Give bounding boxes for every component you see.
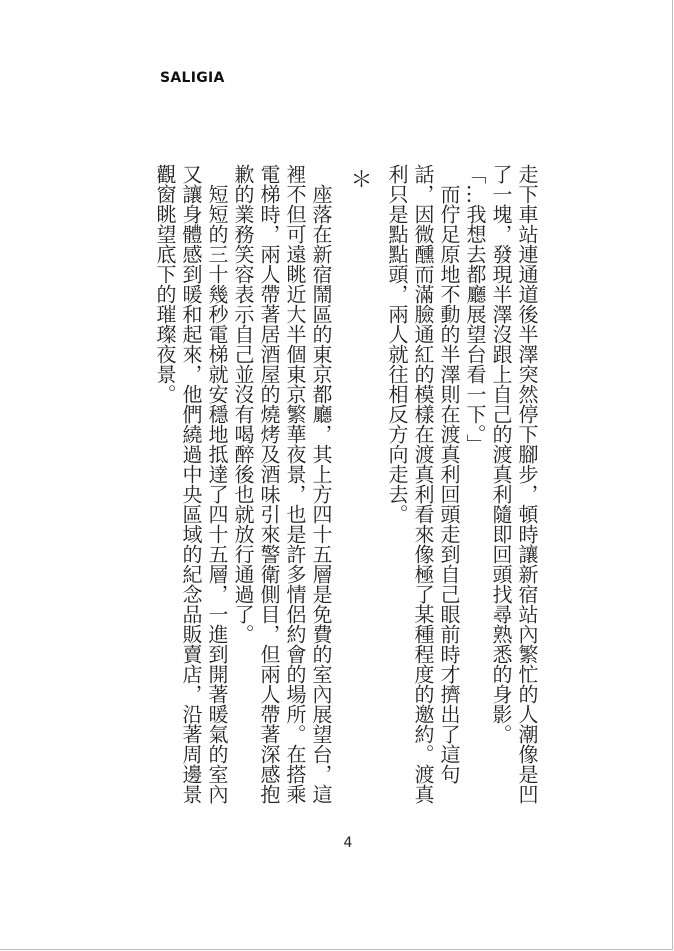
paragraph-2: 「…我想去都廳展望台看一下。」 [463, 164, 487, 454]
page-number: 4 [343, 835, 353, 851]
vertical-text-body [152, 164, 540, 814]
paragraph-5: 短短的三十幾秒電梯就安穩地抵達了四十五層，一進到開著暖氣的室內又讓身體感到暖和起來，他們繞過中央區域的紀念品販賣店，沿著周邊景觀窗眺望底下的璀璨夜景。 [153, 164, 229, 804]
running-title: SALIGIA [160, 70, 225, 86]
paragraph-3: 而佇足原地不動的半澤則在渡真利回頭走到自己眼前時才擠出了這句話，因微醺而滿臉通紅的模樣在渡真利看來像極了某種程度的邀約。渡真利只是點點頭，兩人就往相反方向走去。 [385, 164, 461, 804]
paragraph-1: 走下車站連通道後半澤突然停下腳步，頓時讓新宿站內繁忙的人潮像是凹了一塊，發現半澤沒跟上自己的渡真利隨即回頭找尋熟悉的身影。 [489, 164, 539, 804]
section-separator: ＊ [347, 168, 372, 190]
paragraph-4: 座落在新宿鬧區的東京都廳，其上方四十五層是免費的室內展望台，這裡不但可遠眺近大半個東京繁華夜景，也是許多情侶約會的場所。在搭乘電梯時，兩人帶著居酒屋的燒烤及酒味引來警衛側目，但兩人帶著深感抱歉的業務笑容表示自己並沒有喝醉後也就放行通過了。 [231, 164, 333, 804]
